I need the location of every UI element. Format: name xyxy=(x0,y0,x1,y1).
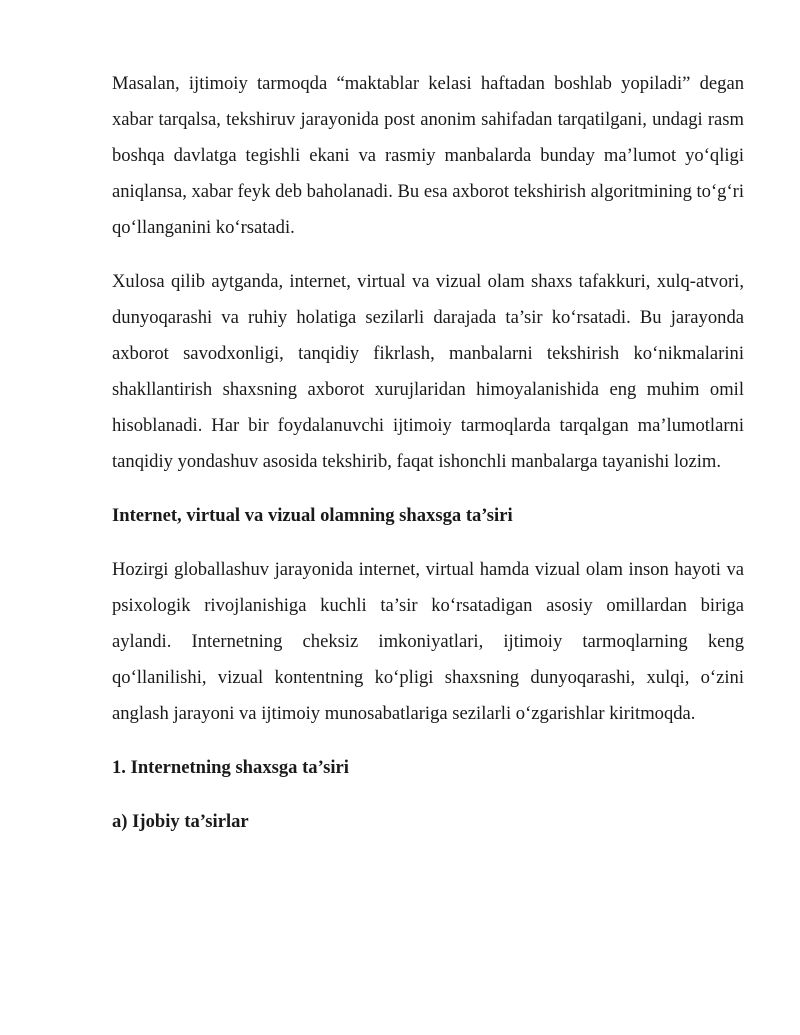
body-paragraph: Masalan, ijtimoiy tarmoqda “maktablar kelasi haftadan boshlab yopiladi” degan xabar tarqalsa, tekshiruv jarayonida post anonim sahifadan tarqatilgani, undagi rasm boshqa davlatga tegishli ekani va rasmiy manbalarda bunday ma’lumot yo‘qligi aniqlansa, xabar feyk deb baholanadi. Bu esa axborot tekshirish algoritmining to‘g‘ri qo‘llanganini ko‘rsatadi. xyxy=(112,73,745,238)
document-page xyxy=(112,66,744,858)
subsubsection-heading: a) Ijobiy ta’sirlar xyxy=(112,811,249,832)
body-paragraph: Hozirgi globallashuv jarayonida internet, virtual hamda vizual olam inson hayoti va psixologik rivojlanishiga kuchli ta’sir ko‘rsatadigan asosiy omillardan biriga aylandi. Internetning cheksiz imkoniyatlari, ijtimoiy tarmoqlarning keng qo‘llanilishi, vizual kontentning ko‘pligi shaxsning dunyoqarashi, xulqi, o‘zini anglash jarayoni va ijtimoiy munosabatlariga sezilarli o‘zgarishlar kiritmoqda. xyxy=(112,559,744,724)
body-paragraph: Xulosa qilib aytganda, internet, virtual va vizual olam shaxs tafakkuri, xulq-atvori, dunyoqarashi va ruhiy holatiga sezilarli darajada ta’sir ko‘rsatadi. Bu jarayonda axborot savodxonligi, tanqidiy fikrlash, manbalarni tekshirish ko‘nikmalarini shakllantirish shaxsning axborot xurujlaridan himoyalanishida eng muhim omil hisoblanadi. Har bir foydalanuvchi ijtimoiy tarmoqlarda tarqalgan ma’lumotlarni tanqidiy yondashuv asosida tekshirib, faqat ishonchli manbalarga tayanishi lozim. xyxy=(112,271,744,472)
section-heading: Internet, virtual va vizual olamning shaxsga ta’siri xyxy=(112,505,513,526)
subsection-heading: 1. Internetning shaxsga ta’siri xyxy=(112,757,349,778)
